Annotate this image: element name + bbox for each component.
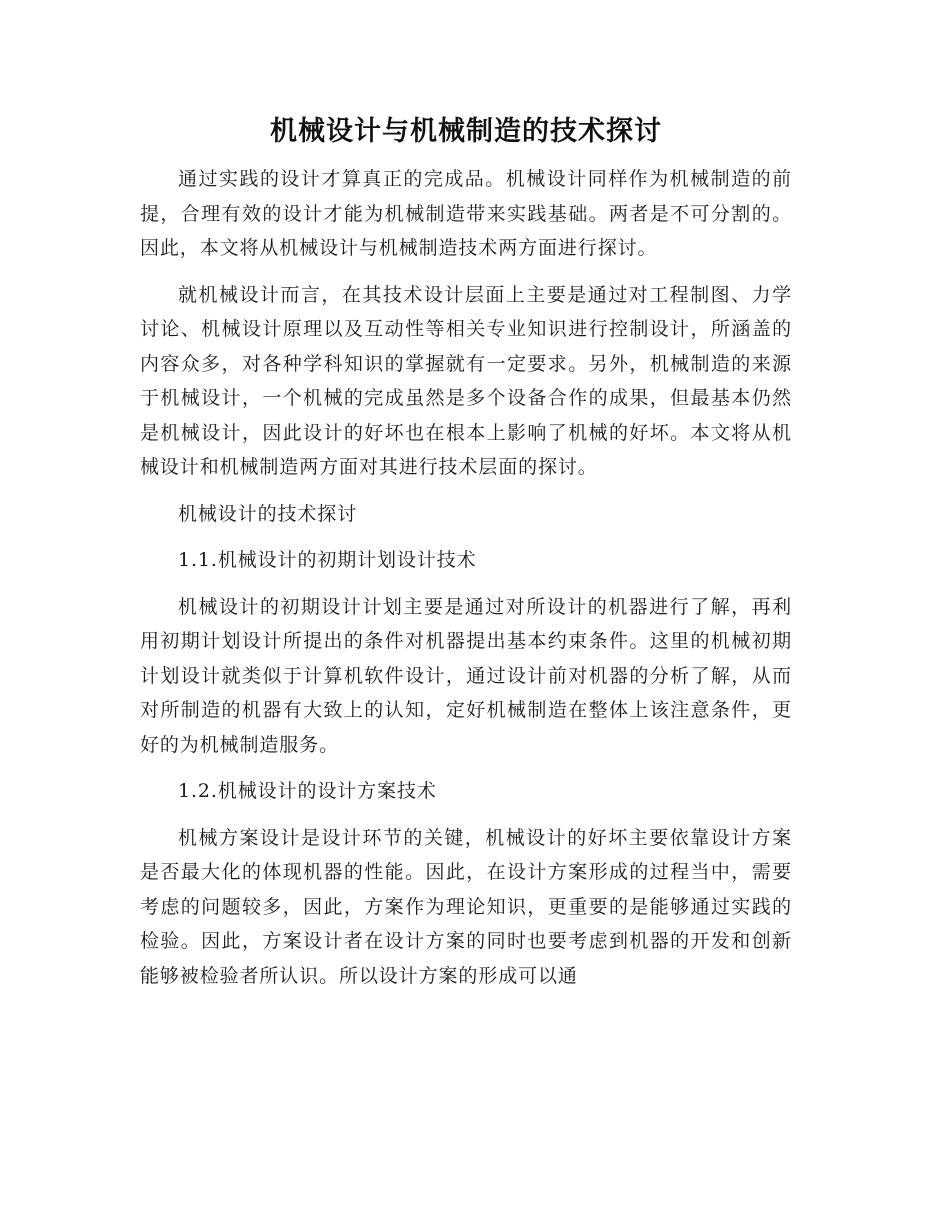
document-title: 机械设计与机械制造的技术探讨 [270, 116, 662, 147]
paragraph-intro: 通过实践的设计才算真正的完成品。机械设计同样作为机械制造的前提，合理有效的设计才能为机械制造带来实践基础。两者是不可分割的。因此，本文将从机械设计与机械制造技术两方面进行探讨。 [140, 168, 792, 259]
document-page [140, 112, 792, 993]
subsection-heading-1-1: 1.1.机械设计的初期计划设计技术 [178, 549, 477, 571]
subsection-heading-1-2: 1.2.机械设计的设计方案技术 [178, 780, 437, 802]
paragraph-initial-planning: 机械设计的初期设计计划主要是通过对所设计的机器进行了解，再利用初期计划设计所提出的条件对机器提出基本约束条件。这里的机械初期计划设计就类似于计算机软件设计，通过设计前对机器的分析了解，从而对所制造的机器有大致上的认知，定好机械制造在整体上该注意条件，更好的为机械制造服务。 [140, 595, 792, 756]
paragraph-overview: 就机械设计而言，在其技术设计层面上主要是通过对工程制图、力学讨论、机械设计原理以及互动性等相关专业知识进行控制设计，所涵盖的内容众多，对各种学科知识的掌握就有一定要求。另外，机械制造的来源于机械设计，一个机械的完成虽然是多个设备合作的成果，但最基本仍然是机械设计，因此设计的好坏也在根本上影响了机械的好坏。本文将从机械设计和机械制造两方面对其进行技术层面的探讨。 [140, 283, 792, 478]
paragraph-design-scheme: 机械方案设计是设计环节的关键，机械设计的好坏主要依靠设计方案是否最大化的体现机器的性能。因此，在设计方案形成的过程当中，需要考虑的问题较多，因此，方案作为理论知识，更重要的是能够通过实践的检验。因此，方案设计者在设计方案的同时也要考虑到机器的开发和创新能够被检验者所认识。所以设计方案的形成可以通 [140, 826, 792, 987]
section-heading-technical-discussion: 机械设计的技术探讨 [178, 502, 358, 525]
